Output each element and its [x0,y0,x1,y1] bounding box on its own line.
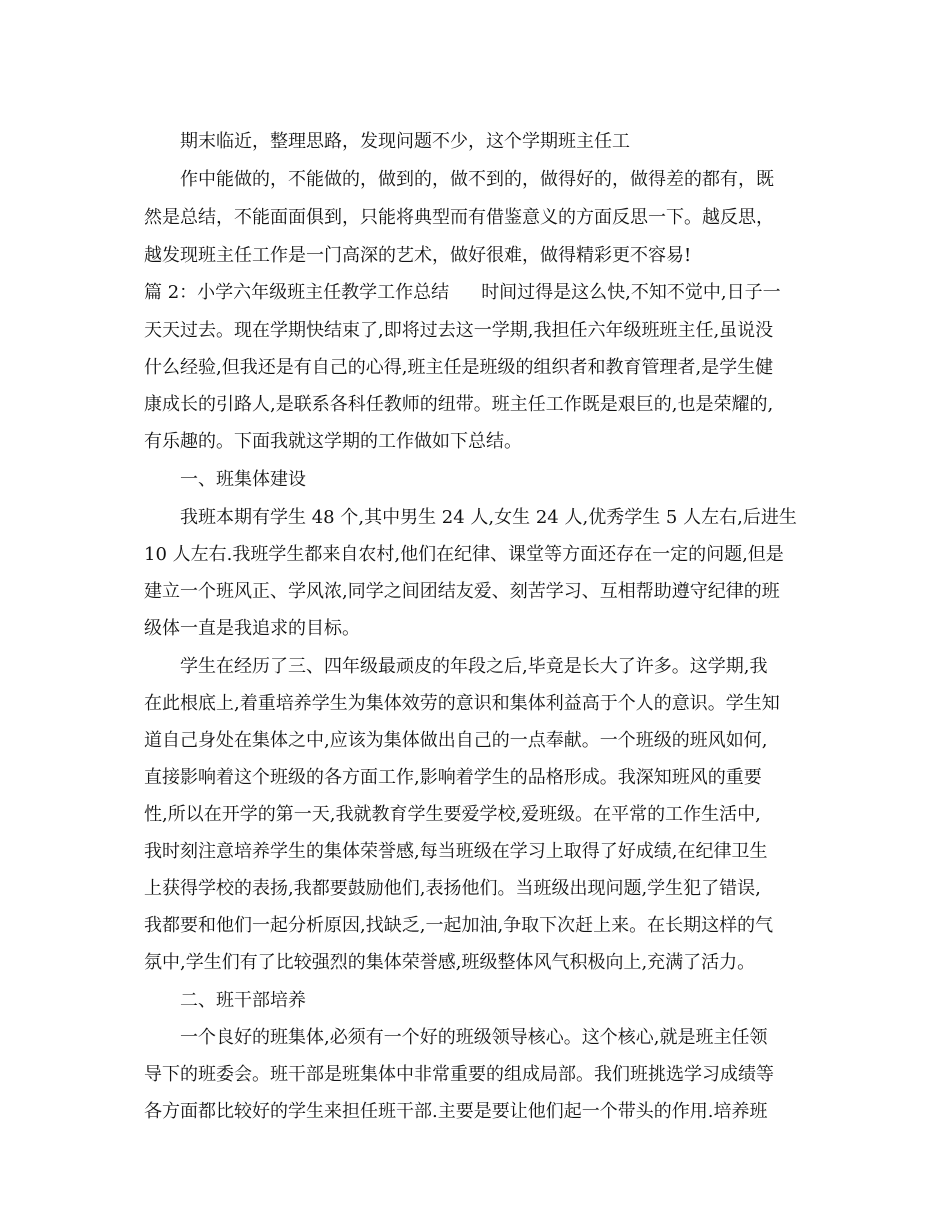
paragraph-4-line-5: 性,所以在开学的第一天,我就教育学生要爱学校,爱班级。在平常的工作生活中, [144,804,761,825]
paragraph-1-line-3: 然是总结，不能面面俱到，只能将典型而有借鉴意义的方面反思一下。越反思， [144,207,774,228]
section-2-intro-line-1: 天天过去。现在学期快结束了,即将过去这一学期,我担任六年级班班主任,虽说没 [144,320,774,341]
section-2-intro-start: 时间过得是这么快,不知不觉中,日子一 [481,282,781,303]
section-heading-1: 一、班集体建设 [180,469,306,490]
section-heading-2: 二、班干部培养 [180,990,306,1011]
paragraph-1-line-2: 作中能做的，不能做的，做到的，做不到的，做得好的，做得差的都有，既 [180,169,774,190]
paragraph-5-line-2: 导下的班委会。班干部是班集体中非常重要的组成局部。我们班挑选学习成绩等 [144,1064,774,1085]
paragraph-3-line-1: 我班本期有学生 48 个,其中男生 24 人,女生 24 人,优秀学生 5 人左右,后进生 [180,507,797,528]
paragraph-4-line-7: 上获得学校的表扬,我都要鼓励他们,表扬他们。当班级出现问题,学生犯了错误, [144,878,761,899]
paragraph-5-line-1: 一个良好的班集体,必须有一个好的班级领导核心。这个核心,就是班主任领 [180,1027,768,1048]
paragraph-3-line-4: 级体一直是我追求的目标。 [144,618,360,639]
section-2-intro-line-2: 什么经验,但我还是有自己的心得,班主任是班级的组织者和教育管理者,是学生健 [144,357,774,378]
paragraph-4-line-2: 在此根底上,着重培养学生为集体效劳的意识和集体利益高于个人的意识。学生知 [144,693,780,714]
paragraph-1-line-1: 期末临近，整理思路，发现问题不少，这个学期班主任工 [180,131,630,152]
paragraph-3-line-2: 10 人左右.我班学生都来自农村,他们在纪律、课堂等方面还存在一定的问题,但是 [144,544,784,565]
paragraph-4-line-1: 学生在经历了三、四年级最顽皮的年段之后,毕竟是长大了许多。这学期,我 [180,656,768,677]
paragraph-5-line-3: 各方面都比较好的学生来担任班干部.主要是要让他们起一个带头的作用.培养班 [144,1101,768,1122]
paragraph-1-line-4: 越发现班主任工作是一门高深的艺术，做好很难，做得精彩更不容易! [144,245,692,266]
paragraph-4-line-8: 我都要和他们一起分析原因,找缺乏,一起加油,争取下次赶上来。在长期这样的气 [144,915,774,936]
paragraph-3-line-3: 建立一个班风正、学风浓,同学之间团结友爱、刻苦学习、互相帮助遵守纪律的班 [144,581,780,602]
section-2-title: 篇 2：小学六年级班主任教学工作总结 [144,282,450,303]
section-2-intro-line-3: 康成长的引路人,是联系各科任教师的纽带。班主任工作既是艰巨的,也是荣耀的, [144,394,774,415]
paragraph-4-line-6: 我时刻注意培养学生的集体荣誉感,每当班级在学习上取得了好成绩,在纪律卫生 [144,841,768,862]
paragraph-4-line-9: 氛中,学生们有了比较强烈的集体荣誉感,班级整体风气积极向上,充满了活力。 [144,952,756,973]
section-2-title-line [144,281,950,305]
paragraph-4-line-4: 直接影响着这个班级的各方面工作,影响着学生的品格形成。我深知班风的重要 [144,767,762,788]
section-2-intro-line-4: 有乐趣的。下面我就这学期的工作做如下总结。 [144,431,522,452]
paragraph-4-line-3: 道自己身处在集体之中,应该为集体做出自己的一点奉献。一个班级的班风如何, [144,730,768,751]
